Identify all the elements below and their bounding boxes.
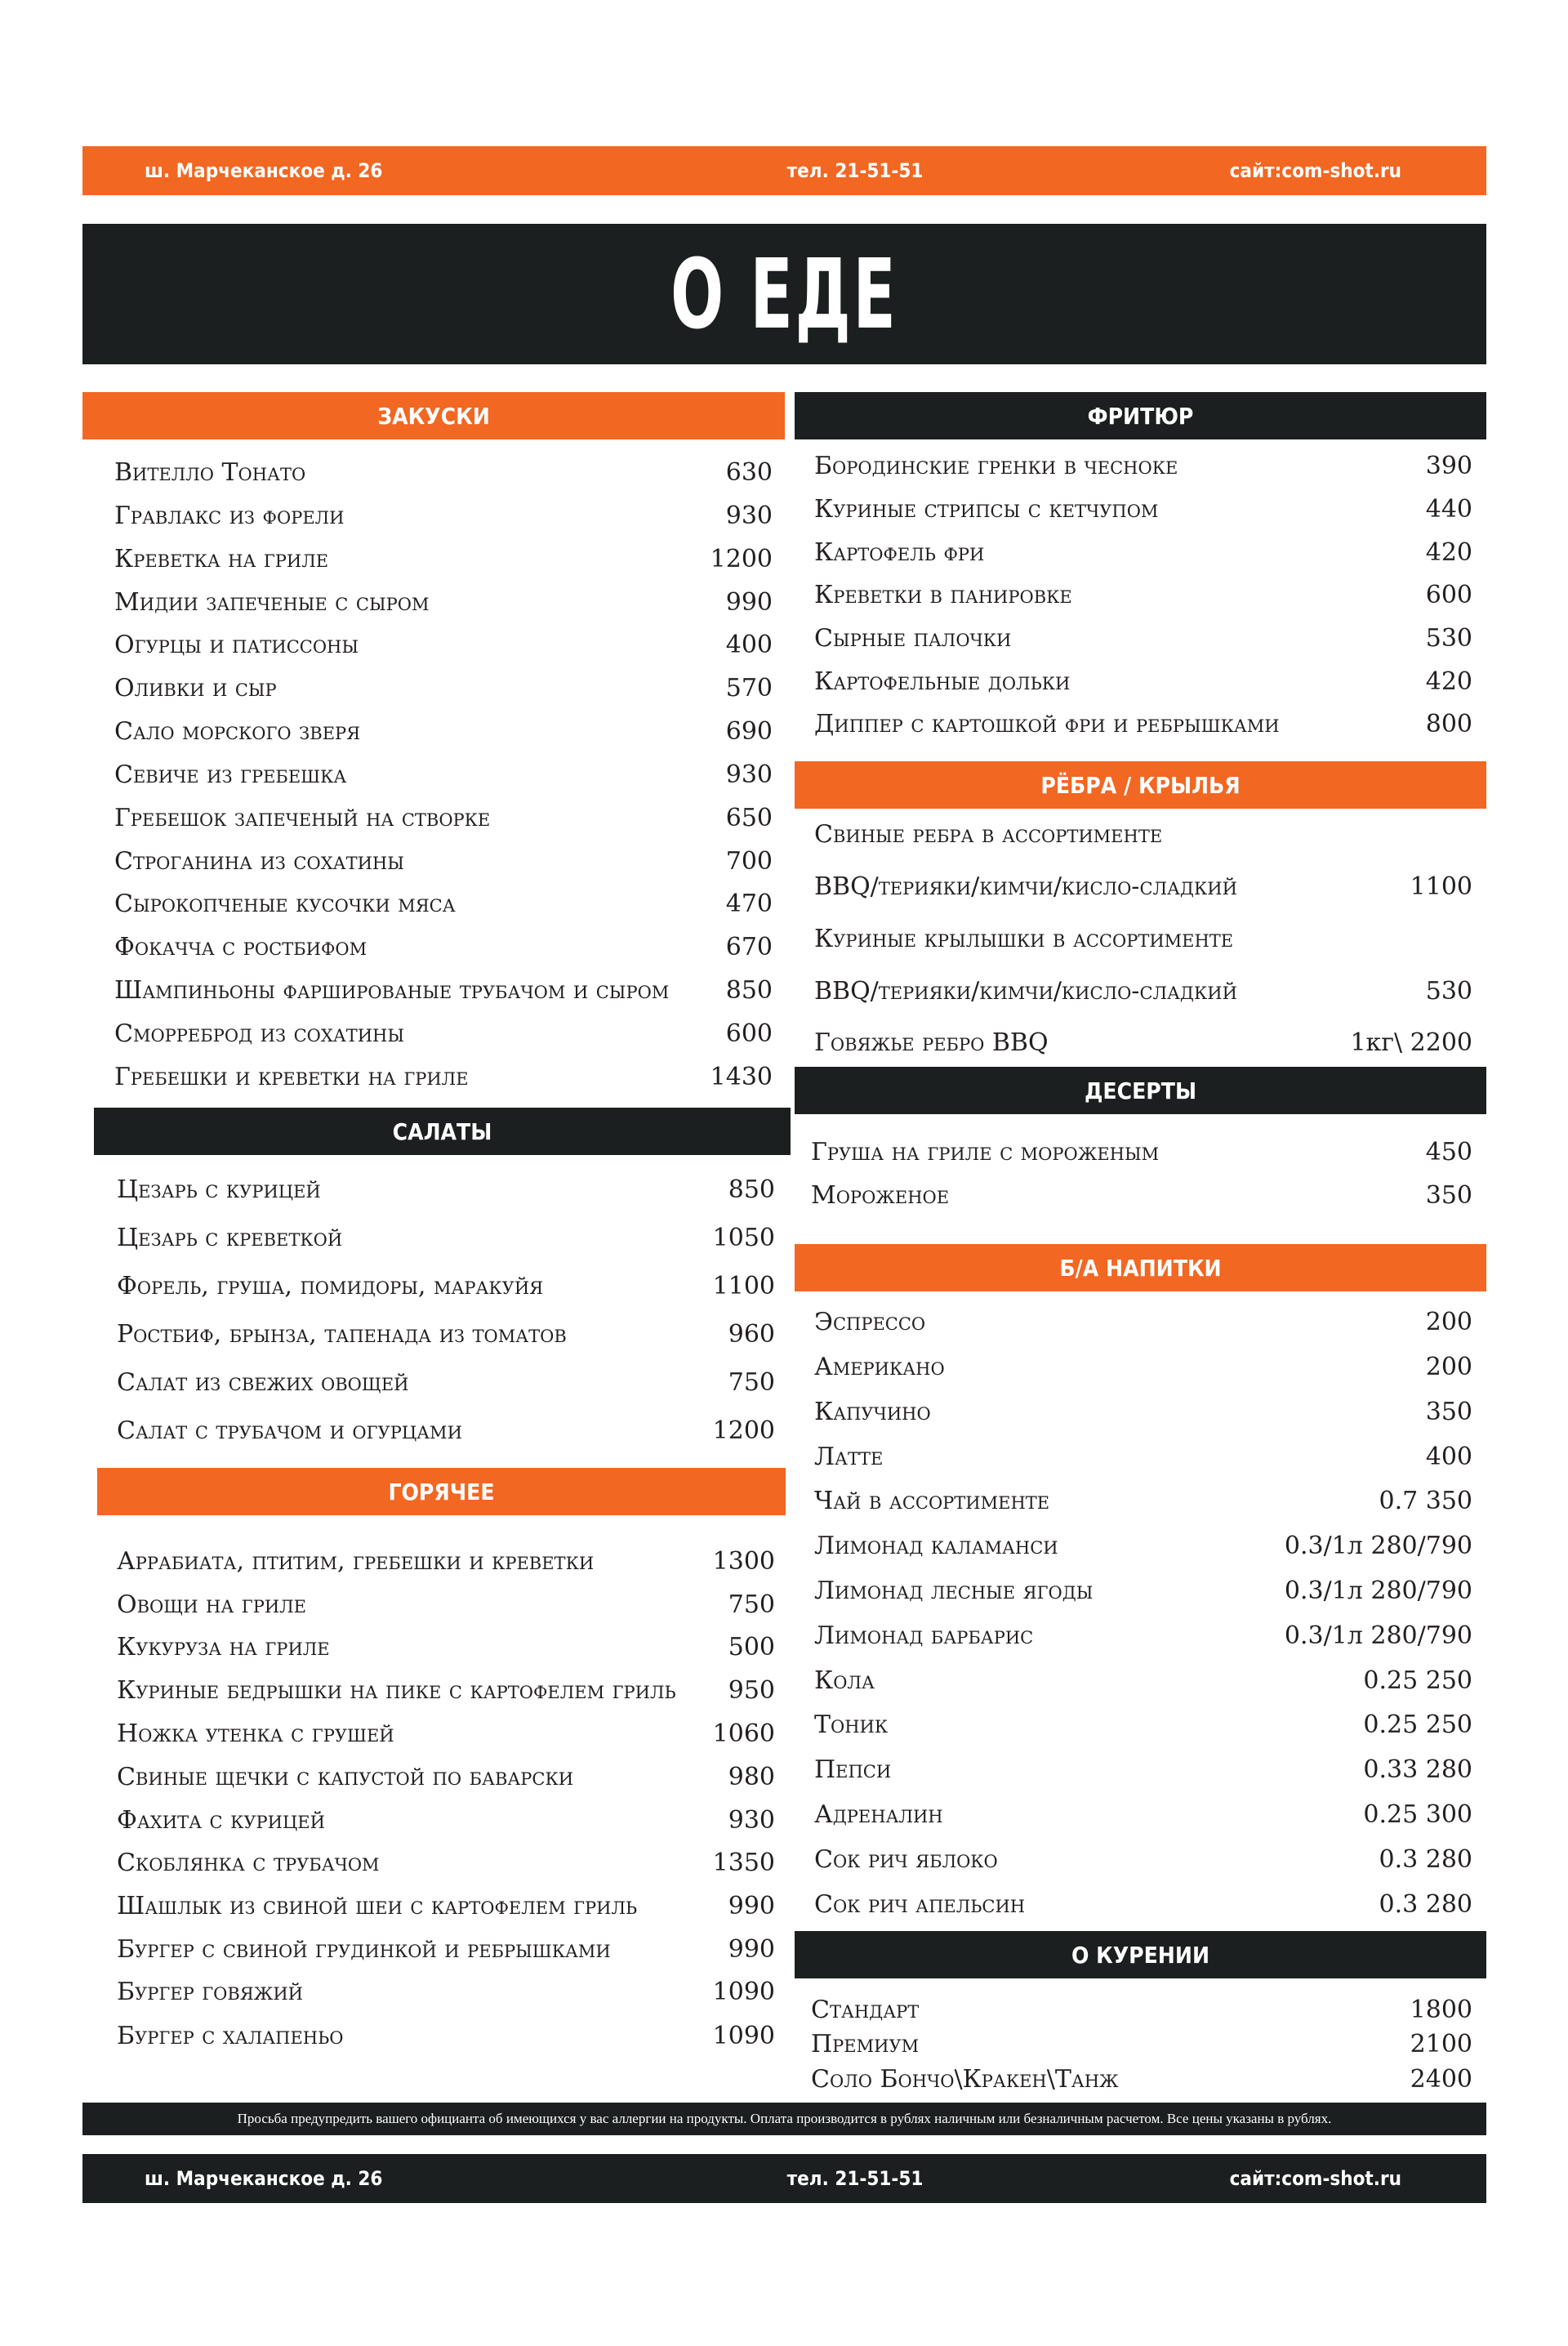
menu-item-name: Скоблянка с трубачом	[117, 1848, 380, 1877]
menu-item-name: Гребешок запеченый на створке	[114, 803, 491, 832]
menu-item	[114, 1015, 773, 1051]
menu-item	[114, 713, 773, 749]
header-phone: тел. 21-51-51	[786, 159, 924, 182]
menu-item-name: Гребешки и креветки на гриле	[114, 1062, 469, 1091]
footer-bar	[82, 2154, 1486, 2203]
menu-item	[114, 843, 773, 879]
menu-item-name: Вителло Тонато	[114, 457, 306, 487]
section-header-zakuski	[82, 392, 785, 439]
menu-item-price: 0.3/1л 280/790	[1284, 1621, 1472, 1650]
menu-item	[114, 885, 773, 921]
section-header-deserty	[795, 1067, 1486, 1114]
menu-item	[814, 1024, 1472, 1060]
menu-item-price: 700	[725, 846, 773, 876]
menu-item-price: 0.33 280	[1363, 1755, 1472, 1784]
menu-item	[814, 921, 1472, 957]
menu-item-name: Фахита с курицей	[117, 1805, 325, 1835]
menu-item	[117, 1931, 775, 1967]
menu-item-name: Лимонад барбарис	[814, 1621, 1034, 1650]
menu-item-price: 350	[1425, 1180, 1472, 1210]
menu-item-name: Креветка на гриле	[114, 544, 329, 573]
menu-item	[814, 620, 1472, 656]
menu-item-name: Эспрессо	[814, 1307, 926, 1336]
menu-item-name: Куриные бедрышки на пике с картофелем гриль	[117, 1675, 676, 1705]
menu-item	[117, 1759, 775, 1795]
menu-item	[114, 584, 773, 620]
menu-item	[814, 1483, 1472, 1519]
menu-item-name: BBQ/терияки/кимчи/кисло-сладкий	[814, 872, 1237, 901]
menu-item	[814, 1572, 1472, 1608]
menu-item-price: 1090	[712, 1977, 775, 2006]
menu-item	[811, 1177, 1472, 1213]
menu-item-name: Бургер с халапеньо	[117, 2021, 344, 2050]
menu-item-price: 400	[725, 630, 773, 659]
menu-item-name: Севиче из гребешка	[114, 760, 347, 789]
menu-item-price: 1кг\ 2200	[1350, 1028, 1472, 1057]
menu-item	[114, 454, 773, 490]
menu-item	[117, 1412, 775, 1448]
menu-item-price: 670	[725, 932, 773, 961]
menu-item-name: Груша на гриле с мороженым	[811, 1137, 1160, 1166]
menu-item	[114, 627, 773, 662]
menu-item-price: 450	[1425, 1137, 1472, 1166]
menu-item-name: Оливки и сыр	[114, 673, 277, 702]
menu-item	[117, 1715, 775, 1751]
section-title: РЁБРА / КРЫЛЬЯ	[1040, 771, 1241, 799]
section-title: ФРИТЮР	[1087, 402, 1194, 430]
menu-item-name: Бургер с свиной грудинкой и ребрышками	[117, 1934, 611, 1964]
menu-item-price: 1300	[712, 1546, 775, 1576]
menu-item-price: 750	[728, 1590, 775, 1619]
menu-item	[814, 1349, 1472, 1385]
menu-item-name: Сок рич апельсин	[814, 1889, 1026, 1919]
menu-item-price: 960	[728, 1319, 775, 1349]
menu-item-name: Свиные щечки с капустой по баварски	[117, 1762, 574, 1791]
menu-item-name: Сырокопченые кусочки мяса	[114, 889, 456, 918]
menu-item	[117, 1268, 775, 1304]
menu-item	[811, 1134, 1472, 1170]
menu-item	[814, 1394, 1472, 1429]
footer-site: сайт:com-shot.ru	[1229, 2167, 1401, 2190]
menu-item-price: 0.25 250	[1363, 1710, 1472, 1739]
menu-item-name: Овощи на гриле	[117, 1590, 307, 1619]
menu-item	[814, 816, 1472, 852]
menu-item-name: Бородинские гренки в чесноке	[814, 451, 1178, 480]
menu-item-name: Сало морского зверя	[114, 716, 361, 746]
menu-item	[814, 1438, 1472, 1474]
menu-item-price: 0.3 280	[1379, 1844, 1472, 1874]
menu-item-price: 1100	[1410, 872, 1472, 901]
section-title: ЗАКУСКИ	[377, 402, 490, 430]
menu-item	[814, 1706, 1472, 1742]
menu-item-price: 1800	[1410, 1995, 1472, 2024]
menu-item	[811, 2026, 1472, 2062]
section-header-frityur	[795, 392, 1486, 439]
menu-item-price: 690	[725, 716, 773, 746]
menu-item-price: 200	[1425, 1352, 1472, 1381]
menu-item-price: 2100	[1410, 2029, 1472, 2058]
menu-item-price: 750	[728, 1367, 775, 1397]
menu-item-name: Свиные ребра в ассортименте	[814, 819, 1163, 849]
menu-item	[117, 1672, 775, 1708]
menu-item-price: 1350	[712, 1848, 775, 1877]
menu-item-name: Сырные палочки	[814, 623, 1012, 653]
menu-item-price: 440	[1425, 494, 1472, 524]
menu-item	[814, 1662, 1472, 1698]
menu-item-name: Куриные стрипсы с кетчупом	[814, 494, 1159, 524]
note-text: Просьба предупредить вашего официанта об имеющихся у вас аллергии на продукты. Оплата производится в рублях наличным или безналичным расчетом. Все цены указаны в рублях.	[237, 2111, 1332, 2126]
menu-item-price: 650	[725, 803, 773, 832]
menu-item-name: Салат с трубачом и огурцами	[117, 1416, 462, 1445]
menu-item-name: Соло Бончо\Кракен\Танж	[811, 2064, 1119, 2094]
menu-item-name: Лимонад каламанси	[814, 1531, 1058, 1560]
section-title: САЛАТЫ	[392, 1117, 492, 1145]
menu-item-name: Куриные крылышки в ассортименте	[814, 924, 1234, 953]
menu-item-name: Говяжье ребро BBQ	[814, 1028, 1049, 1057]
menu-item	[117, 1316, 775, 1352]
menu-item-name: Ростбиф, брынза, тапенада из томатов	[117, 1319, 567, 1349]
menu-item-price: 420	[1425, 667, 1472, 696]
menu-item-name: Американо	[814, 1352, 945, 1381]
menu-item-name: Пепси	[814, 1755, 892, 1784]
menu-item-price: 0.25 250	[1363, 1666, 1472, 1695]
menu-item-price: 850	[728, 1175, 775, 1204]
footer-phone: тел. 21-51-51	[786, 2167, 924, 2190]
menu-item	[814, 491, 1472, 527]
menu-item-name: Ножка утенка с грушей	[117, 1719, 394, 1748]
section-header-rebra	[795, 761, 1486, 809]
menu-item	[814, 1751, 1472, 1787]
section-header-salaty	[94, 1108, 791, 1155]
menu-item	[814, 1841, 1472, 1877]
menu-item-name: Гравлакс из форели	[114, 501, 345, 530]
menu-item-name: Фокачча с ростбифом	[114, 932, 368, 961]
menu-item-price: 0.25 300	[1363, 1800, 1472, 1829]
menu-item	[814, 1617, 1472, 1653]
menu-item-price: 930	[725, 501, 773, 530]
menu-item-price: 470	[725, 889, 773, 918]
menu-item-price: 850	[725, 975, 773, 1005]
menu-item	[117, 2018, 775, 2054]
menu-item-name: Мороженое	[811, 1180, 950, 1210]
menu-item	[114, 972, 773, 1008]
menu-item	[814, 663, 1472, 699]
menu-item-price: 530	[1425, 623, 1472, 653]
menu-item	[117, 1364, 775, 1400]
menu-item	[814, 973, 1472, 1009]
menu-item-name: Капучино	[814, 1397, 931, 1426]
menu-item-price: 1200	[712, 1416, 775, 1445]
menu-item-name: Чай в ассортименте	[814, 1486, 1050, 1515]
menu-item	[114, 541, 773, 577]
menu-item-name: Аррабиата, птитим, гребешки и креветки	[117, 1546, 595, 1576]
menu-item-price: 800	[1425, 709, 1472, 738]
menu-item-name: Лимонад лесные ягоды	[814, 1576, 1094, 1605]
note-bar	[82, 2103, 1486, 2135]
menu-item-price: 0.3/1л 280/790	[1284, 1531, 1472, 1560]
menu-item	[117, 1844, 775, 1880]
menu-item-price: 350	[1425, 1397, 1472, 1426]
section-title: ГОРЯЧЕЕ	[388, 1478, 495, 1505]
menu-item-name: Стандарт	[811, 1995, 920, 2024]
section-title: ДЕСЕРТЫ	[1084, 1077, 1197, 1104]
menu-item	[117, 1888, 775, 1924]
menu-item	[114, 670, 773, 706]
menu-item	[814, 448, 1472, 484]
menu-item-price: 630	[725, 457, 773, 487]
footer-address: ш. Марчеканское д. 26	[145, 2167, 383, 2190]
section-title: О КУРЕНИИ	[1071, 1941, 1210, 1969]
menu-item-price: 390	[1425, 451, 1472, 480]
menu-item-name: Салат из свежих овощей	[117, 1367, 409, 1397]
menu-item-name: Сок рич яблоко	[814, 1844, 998, 1874]
menu-item-name: Диппер с картошкой фри и ребрышками	[814, 709, 1280, 738]
menu-item	[117, 1974, 775, 2009]
menu-item	[814, 1528, 1472, 1563]
menu-item-name: Шампиньоны фаршированые трубачом и сыром	[114, 975, 670, 1005]
menu-item-price: 400	[1425, 1442, 1472, 1471]
menu-item-name: Адреналин	[814, 1800, 943, 1829]
menu-item-price: 990	[728, 1934, 775, 1964]
menu-item	[117, 1543, 775, 1579]
menu-item-price: 0.3/1л 280/790	[1284, 1576, 1472, 1605]
menu-item-name: BBQ/терияки/кимчи/кисло-сладкий	[814, 976, 1237, 1006]
menu-item-name: Латте	[814, 1442, 884, 1471]
menu-item-price: 950	[728, 1675, 775, 1705]
menu-item-price: 0.3 280	[1379, 1889, 1472, 1919]
menu-item-price: 990	[725, 587, 773, 617]
menu-item-price: 930	[728, 1805, 775, 1835]
menu-item	[814, 1796, 1472, 1832]
menu-item-price: 1430	[710, 1062, 773, 1091]
menu-item-price: 980	[728, 1762, 775, 1791]
menu-item	[114, 929, 773, 965]
menu-item-price: 530	[1425, 976, 1472, 1006]
menu-item	[814, 868, 1472, 904]
menu-item-name: Сморреброд из сохатины	[114, 1019, 405, 1048]
menu-item-price: 600	[725, 1019, 773, 1048]
menu-item-name: Премиум	[811, 2029, 920, 2058]
menu-item-name: Кола	[814, 1666, 875, 1695]
menu-item-price: 600	[1425, 580, 1472, 609]
menu-item	[811, 2061, 1472, 2097]
menu-item	[117, 1586, 775, 1622]
menu-item	[814, 1304, 1472, 1340]
menu-item-name: Тоник	[814, 1710, 889, 1739]
menu-item-price: 990	[728, 1891, 775, 1920]
menu-item-price: 1050	[712, 1223, 775, 1252]
menu-item	[117, 1220, 775, 1256]
page-title: О ЕДЕ	[670, 238, 898, 350]
menu-item-name: Цезарь с креветкой	[117, 1223, 343, 1252]
menu-item-name: Строганина из сохатины	[114, 846, 404, 876]
menu-item-price: 2400	[1410, 2064, 1472, 2094]
menu-item	[114, 497, 773, 533]
menu-item-price: 200	[1425, 1307, 1472, 1336]
menu-item	[814, 1886, 1472, 1922]
menu-item	[117, 1171, 775, 1207]
menu-item-name: Шашлык из свиной шеи с картофелем гриль	[117, 1891, 638, 1920]
menu-item	[114, 1059, 773, 1095]
menu-item-price: 420	[1425, 537, 1472, 567]
menu-item-name: Картофельные дольки	[814, 667, 1071, 696]
menu-item-price: 1200	[710, 544, 773, 573]
menu-item	[114, 756, 773, 792]
menu-item	[117, 1802, 775, 1838]
menu-item-price: 1060	[712, 1719, 775, 1748]
menu-item	[814, 706, 1472, 742]
menu-item-price: 930	[725, 760, 773, 789]
menu-item-price: 500	[728, 1632, 775, 1661]
menu-item-name: Мидии запеченые с сыром	[114, 587, 430, 617]
page-title-block	[82, 224, 1486, 364]
section-header-goryachee	[97, 1468, 786, 1515]
menu-item-price: 1100	[712, 1271, 775, 1300]
menu-item	[814, 577, 1472, 613]
section-header-kurenie	[795, 1931, 1486, 1978]
menu-item	[814, 534, 1472, 570]
menu-item-name: Картофель фри	[814, 537, 985, 567]
menu-item-name: Огурцы и патиссоны	[114, 630, 359, 659]
header-site: сайт:com-shot.ru	[1229, 159, 1401, 182]
header-address: ш. Марчеканское д. 26	[145, 159, 383, 182]
menu-item-price: 0.7 350	[1379, 1486, 1472, 1515]
menu-item	[114, 800, 773, 836]
menu-item-name: Бургер говяжий	[117, 1977, 303, 2006]
menu-item-name: Кукуруза на гриле	[117, 1632, 330, 1661]
menu-item-name: Форель, груша, помидоры, маракуйя	[117, 1271, 544, 1300]
header-bar	[82, 146, 1486, 195]
menu-item	[811, 1991, 1472, 2027]
section-title: Б/А НАПИТКИ	[1059, 1254, 1222, 1282]
menu-item-name: Цезарь с курицей	[117, 1175, 321, 1204]
menu-item-price: 1090	[712, 2021, 775, 2050]
menu-item	[117, 1629, 775, 1665]
menu-item-price: 570	[725, 673, 773, 702]
menu-item-name: Креветки в панировке	[814, 580, 1072, 609]
section-header-napitki	[795, 1244, 1486, 1291]
